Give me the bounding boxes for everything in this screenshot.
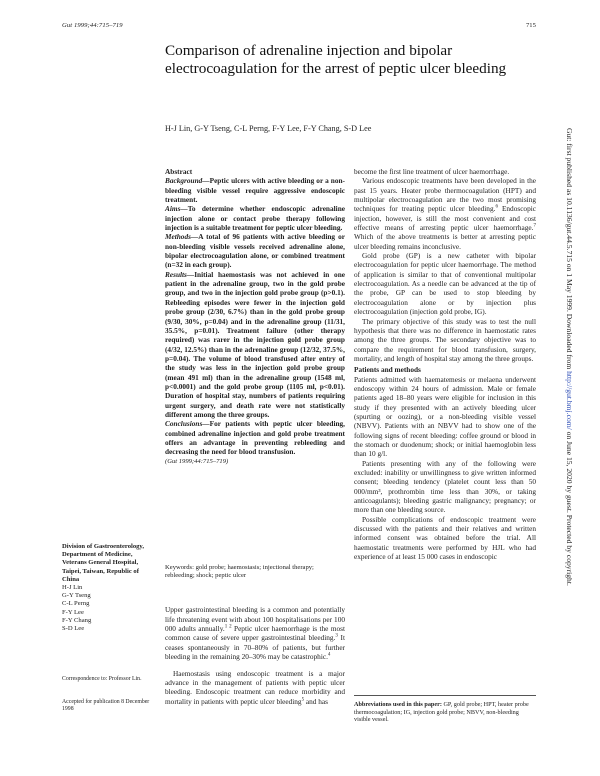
section-heading: Patients and methods (354, 365, 421, 375)
abstract-conclusions: Conclusions—For patients with peptic ulcer bleeding, combined adrenaline injection and gold probe treatment offers an advantage in preventing rebleeding and decreasing the need for blood transfusion. (165, 419, 345, 457)
introduction (165, 598, 345, 713)
abstract-aims: Aims—To determine whether endoscopic adrenaline injection alone or contact probe therapy following injection is a suitable treatment for peptic ulcer bleeding. (165, 204, 345, 233)
intro-paragraph-1: Upper gastrointestinal bleeding is a common and potentially life threatening event with about 100 hospitalisations per 100 000 adults annually.$^{1 2}$ Peptic ulcer haemorrhage is the most common cause of severe upper gastrointestinal bleeding.$^3$ It ceases spontaneously in 70–80% of patients, but further bleeding in the remaining 20–30% may be catastrophic.$^4$ (165, 605, 346, 662)
page-number: 715 (526, 22, 536, 29)
author-list: H-J Lin, G-Y Tseng, C-L Perng, F-Y Lee, F-Y Chang, S-D Lee (165, 124, 372, 133)
col2-paragraph-5: Patients presenting with any of the following were excluded: inability or unwillingness to give written informed consent; bleeding tendency (platelet count less than 50 000/mm³, prothrombin time less than 30%, or taking anticoagulants); bleeding gastric malignancy; pregnancy; or more than one bleeding source. (354, 458, 536, 515)
abstract-heading: Abstract (165, 167, 193, 176)
abstract-citation: (Gut 1999;44:715–719) (165, 457, 229, 465)
download-notice (562, 128, 574, 693)
affiliation (62, 543, 154, 633)
running-header (62, 22, 123, 29)
affiliation-institution: Division of Gastroenterology, Department of Medicine, Veterans General Hospital, Taipei, Taiwan, Republic of China (62, 543, 144, 583)
affiliation-person: F-Y Lee (62, 608, 84, 616)
abstract-background: Background—Peptic ulcers with active bleeding or a non-bleeding visible vessel require aggressive endoscopic treatment. (165, 176, 345, 205)
keywords: Keywords: gold probe; haemostasis; injectional therapy; rebleeding; shock; peptic ulcer (165, 564, 314, 580)
abstract-results: Results—Initial haemostasis was not achieved in one patient in the adrenaline group, two in the gold probe group, and two in the injection gold probe group (p>0.1). Rebleeding episodes were fewer in the injection gold probe group (2/30, 6.7%) than in the gold probe group (9/30, 30%, p=0.04) and in the adrenaline group (11/31, 35.5%, p=0.01). Treatment failure (other therapy required) was rarer in the injection gold probe group (4/32, 12.5%) than in the adrenaline group (12/32, 37.5%, p=0.04). The volume of blood transfused after entry of the study was less in the injection gold probe group (mean 491 ml) than in the adrenaline group (1548 ml, p<0.0001) and the gold probe group (1105 ml, p<0.01). Duration of hospital stay, numbers of patients requiring urgent surgery, and death rate were not statistically different among the three groups. (165, 269, 345, 419)
affiliation-person: F-Y Chang (62, 616, 92, 624)
affiliation-person: C-L Perng (62, 600, 90, 608)
affiliation-person: S-D Lee (62, 625, 85, 633)
col2-paragraph-6: Possible complications of endoscopic treatment were discussed with the patients and their relatives and written informed consent was obtained before the trial. All haemostatic treatments were performed by HJL who had experience of at least 15 000 cases in endoscopic (354, 514, 536, 562)
journal-name: Gut (62, 22, 73, 29)
affiliation-person: H-J Lin (62, 584, 83, 592)
affiliation-person: G-Y Tseng (62, 592, 91, 600)
abstract-methods: Methods—A total of 96 patients with active bleeding or non-bleeding visible vessels received adrenaline alone, bipolar electrocoagulation alone, or combined treatment (n=32 in each group). (165, 232, 345, 270)
col2-paragraph-0: become the first line treatment of ulcer haemorrhage. (354, 167, 510, 176)
col2-paragraph-2: Gold probe (GP) is a new catheter with bipolar electrocoagulation for peptic ulcer haemorrhage. The method of application is similar to that of conventional multipolar electrocoagulation. As a needle can be advanced at the tip of the probe, GP can be used to stop bleeding by electrocoagulation alone or by injection plus electrocoagulation (injection gold probe, IG). (354, 251, 536, 317)
intro-paragraph-2: Haemostasis using endoscopic treatment is a major advance in the management of patients with peptic ulcer bleeding. Endoscopic treatment can reduce morbidity and mortality in patients with peptic ulcer bleeding$^5$ and has (165, 668, 345, 706)
journal-citation: 1999;44:715–719 (73, 22, 123, 29)
download-notice-suffix: on June 15, 2020 by guest. Protected by copyright. (565, 429, 574, 586)
accepted-date: Accepted for publication 8 December 1998 (62, 699, 150, 713)
abstract (165, 167, 345, 466)
abbreviations-footnote (354, 695, 536, 724)
body-column-right (354, 167, 536, 561)
abbreviations-text: GP, gold probe; HPT, heater probe thermocoagulation; IG, injection gold probe; NBVV, non-bleeding visible vessel. (354, 701, 529, 724)
abbreviations-label: Abbreviations used in this paper: (354, 701, 442, 708)
col2-paragraph-1: Various endoscopic treatments have been developed in the past 15 years. Heater probe thermocoagulation (HPT) and multipolar electrocoagulation are the two most promising techniques for treating peptic ulcer bleeding.$^6$ Endoscopic injection, however, is still the most convenient and cost effective means of arresting peptic ulcer haemorrhage.$^7$ Which of the above treatments is better at arresting peptic ulcer bleeding remains inconclusive. (354, 176, 536, 251)
col2-paragraph-4: Patients admitted with haematemesis or melaena underwent endoscopy within 24 hours of admission. Male or female patients aged 18–80 years were eligible for inclusion in this study if they presented with an actively bleeding ulcer (spurting or oozing), or a non-bleeding visible vessel (NBVV). Patients with an NBVV had to show one of the following signs of recent bleeding: coffee ground or blood in the stomach or duodenum; shock; or initial haemoglobin less than 10 g/l. (354, 374, 536, 459)
col2-paragraph-3: The primary objective of this study was to test the null hypothesis that there was no difference in haemostatic rates among the three groups. The secondary objective was to compare the requirement for blood transfusion, surgery, mortality, and length of hospital stay among the three groups. (354, 316, 536, 363)
journal-link[interactable]: http://gut.bmj.com/ (565, 371, 574, 430)
correspondence: Correspondence to: Professor Lin. (62, 676, 142, 682)
download-notice-prefix: Gut: first published as 10.1136/gut.44.5.715 on 1 May 1999. Downloaded from (565, 128, 574, 372)
article-title: Comparison of adrenaline injection and bipolar electrocoagulation for the arrest of peptic ulcer bleeding (165, 42, 507, 77)
